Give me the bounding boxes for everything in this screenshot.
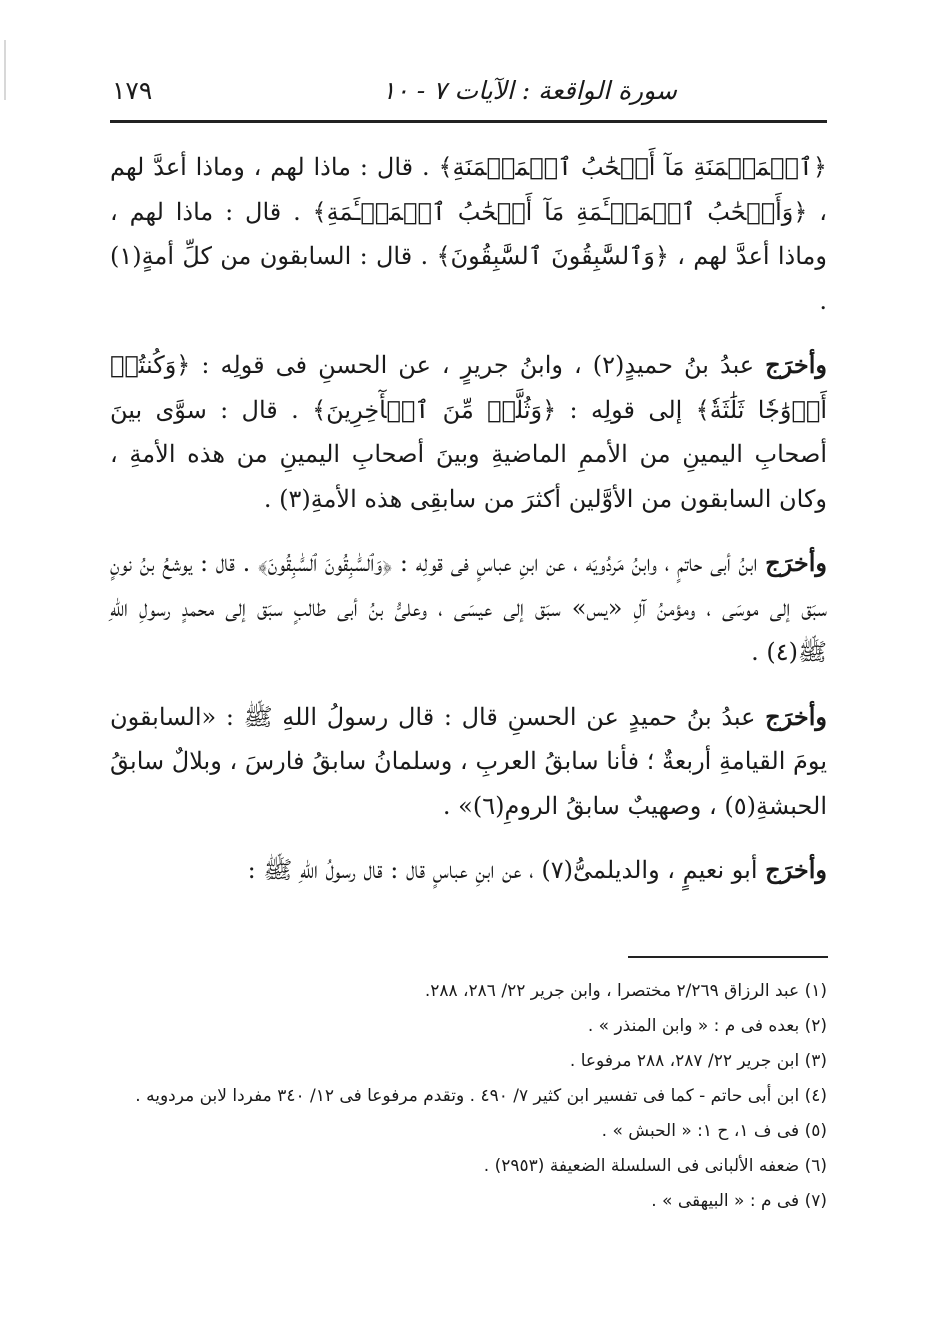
footnote: (٣) ابن جرير ٢٢/ ٢٨٧، ٢٨٨ مرفوعا . (569, 1051, 827, 1071)
paragraph-text: عبدُ بنُ حميدٍ(٢) ، وابنُ جريرٍ ، عن الحسنِ فى قولِه : ﴿وَكُنتُمۡ أَزۡوَٰجٗا ثَلَٰثَةٗ﴾ إلى قولِه : ﴿وَثُلَّةٞ مِّنَ ٱلۡأٓخِرِينَ﴾ . قال : سوَّى بينَ أصحابِ اليمينِ من الأممِ الماضيةِ وبينَ أصحابِ اليمينِ من هذه الأمةِ ، وكان السابقون من الأوَّلين أكثرَ من سابقِى هذه الأمةِ(٣) . (110, 351, 827, 513)
footnote: (٤) ابن أبى حاتم - كما فى تفسير ابن كثير ٧/ ٤٩٠ . وتقدم مرفوعا فى ١٢/ ٣٤٠ مفردا لابن مردويه . (135, 1086, 827, 1106)
footnote: (٥) فى ف ١، ح ١: « الحبش » . (601, 1121, 827, 1141)
footnote: (١) عبد الرزاق ٢/٢٦٩ مختصرا ، وابن جرير ٢٢/ ٢٨٦، ٢٨٨. (424, 981, 827, 1001)
footnotes (100, 974, 827, 1219)
scan-edge-mark (4, 40, 6, 100)
header-rule (110, 120, 827, 123)
main-text (110, 145, 827, 913)
paragraph-text: أبو نعيمٍ ، والديلمىُّ(٧) ، عن ابنِ عباسٍ قال : قال رسولُ اللهِ ﷺ : (247, 856, 758, 884)
footnote: (٢) بعده فى م : « وابن المنذر » . (587, 1016, 827, 1036)
footnote: (٧) فى م : « البيهقى » . (651, 1191, 827, 1211)
page-number: ١٧٩ (112, 75, 153, 105)
running-header (112, 70, 827, 110)
paragraph-lead: وأخرَج (765, 701, 827, 731)
paragraph-text: ﴿ٱلۡمَيۡمَنَةِ مَآ أَصۡحَٰبُ ٱلۡمَيۡمَنَةِ﴾ . قال : ماذا لهم ، وماذا أعدَّ لهم ، ﴿وَأَصۡحَٰبُ ٱلۡمَشۡـَٔمَةِ مَآ أَصۡحَٰبُ ٱلۡمَشۡـَٔمَةِ﴾ . قال : ماذا لهم ، وماذا أعدَّ لهم ، ﴿وَٱلسَّٰبِقُونَ ٱلسَّٰبِقُونَ﴾ . قال : السابقون من كلِّ أمةٍ(١) . (110, 153, 827, 315)
paragraph (110, 695, 827, 829)
paragraph-lead: وأخرَج (765, 350, 827, 379)
running-header-title: سورة الواقعة : الآيات ٧ - ١٠ (381, 75, 677, 105)
paragraph-lead: وأخرَج (765, 548, 827, 577)
paragraph (110, 541, 827, 675)
paragraph (110, 145, 827, 323)
paragraph (110, 848, 827, 893)
footnote-rule (628, 956, 828, 958)
paragraph (110, 343, 827, 521)
paragraph-lead: وأخرَج (765, 855, 827, 884)
footnote: (٦) ضعفه الألبانى فى السلسلة الضعيفة (٢٩٥٣) . (483, 1156, 827, 1176)
paragraph-text: ابنُ أبى حاتمٍ ، وابنُ مَردُويَه ، عن ابنِ عباسٍ فى قولِه : ﴿وَٱلسَّٰبِقُونَ ٱلسَّٰبِقُونَ﴾ . قال : يوشعُ بنُ نونٍ سبَق إلى موسَى ، ومؤمنُ آلِ «يس» سبَق إلى عيسَى ، وعلىُّ بنُ أبى طالبٍ سبَق إلى محمدٍ رسولِ اللهِ ﷺ(٤) . (110, 549, 827, 666)
paragraph-text: عبدُ بنُ حميدٍ عن الحسنِ قال : قال رسولُ اللهِ ﷺ : «السابقون يومَ القيامةِ أربعةٌ ؛ فأنا سابقُ العربِ ، وسلمانُ سابقُ فارسَ ، وبلالٌ سابقُ الحبشةِ(٥) ، وصهيبٌ سابقُ الرومِ(٦)» . (110, 702, 827, 820)
